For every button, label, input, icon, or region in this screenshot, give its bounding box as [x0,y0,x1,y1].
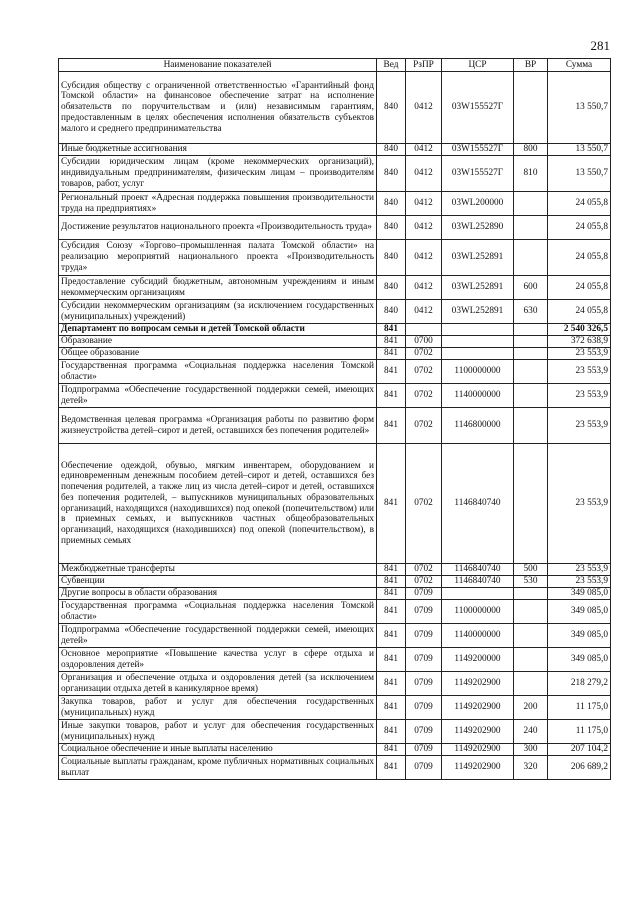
cell-sum: 24 055,8 [548,300,611,324]
cell-rzpr: 0709 [406,672,442,696]
cell-rzpr: 0709 [406,744,442,756]
cell-name: Ведомственная целевая программа «Организация работы по развитию форм жизнеустройства детей–сирот и детей, оставшихся без попечения родителей» [59,408,377,444]
cell-ved: 840 [377,156,406,192]
cell-ved: 841 [377,588,406,600]
cell-name: Закупка товаров, работ и услуг для обеспечения государственных (муниципальных) нужд [59,696,377,720]
cell-vr [514,588,548,600]
cell-vr [514,672,548,696]
cell-csr: 1149202900 [442,672,514,696]
cell-ved: 841 [377,336,406,348]
cell-name: Региональный проект «Адресная поддержка повышения производительности труда на предприятиях» [59,192,377,216]
cell-csr: 03WL252891 [442,300,514,324]
cell-ved: 840 [377,240,406,276]
cell-vr [514,444,548,564]
cell-rzpr: 0702 [406,408,442,444]
cell-vr [514,624,548,648]
cell-vr [514,72,548,144]
cell-rzpr: 0709 [406,648,442,672]
table-body [59,72,611,780]
cell-name: Субсидия Союзу «Торгово–промышленная палата Томской области» на реализацию мероприятий национального проекта «Производительность труда» [59,240,377,276]
cell-rzpr: 0709 [406,624,442,648]
cell-name: Другие вопросы в области образования [59,588,377,600]
header-vr: ВР [514,59,548,72]
cell-vr [514,384,548,408]
cell-csr: 1146840740 [442,564,514,576]
cell-sum: 349 085,0 [548,600,611,624]
cell-rzpr: 0412 [406,192,442,216]
header-csr: ЦСР [442,59,514,72]
cell-csr: 1149202900 [442,744,514,756]
table-row [59,600,611,624]
cell-sum: 23 553,9 [548,564,611,576]
cell-sum: 11 175,0 [548,696,611,720]
cell-sum: 23 553,9 [548,576,611,588]
cell-name: Общее образование [59,348,377,360]
cell-csr: 03WL252891 [442,276,514,300]
table-row [59,336,611,348]
cell-ved: 841 [377,756,406,780]
cell-sum: 13 550,7 [548,144,611,156]
cell-sum: 24 055,8 [548,216,611,240]
cell-ved: 841 [377,744,406,756]
cell-vr: 240 [514,720,548,744]
cell-name: Государственная программа «Социальная поддержка населения Томской области» [59,600,377,624]
cell-sum: 349 085,0 [548,624,611,648]
cell-name: Основное мероприятие «Повышение качества услуг в сфере отдыха и оздоровления детей» [59,648,377,672]
cell-vr: 600 [514,276,548,300]
cell-rzpr: 0709 [406,600,442,624]
table-row [59,144,611,156]
cell-csr [442,324,514,336]
cell-vr [514,192,548,216]
table-row [59,324,611,336]
cell-rzpr: 0709 [406,588,442,600]
cell-ved: 841 [377,408,406,444]
cell-csr [442,336,514,348]
cell-csr: 1149202900 [442,696,514,720]
cell-vr: 300 [514,744,548,756]
cell-vr [514,240,548,276]
cell-name: Государственная программа «Социальная поддержка населения Томской области» [59,360,377,384]
table-header-row [59,59,611,72]
cell-ved: 841 [377,624,406,648]
cell-rzpr [406,324,442,336]
cell-sum: 23 553,9 [548,444,611,564]
cell-rzpr: 0412 [406,216,442,240]
cell-ved: 840 [377,192,406,216]
cell-vr [514,360,548,384]
cell-csr: 1100000000 [442,360,514,384]
cell-name: Межбюджетные трансферты [59,564,377,576]
cell-vr [514,336,548,348]
table-row [59,300,611,324]
cell-ved: 841 [377,348,406,360]
cell-rzpr: 0702 [406,384,442,408]
table-row [59,192,611,216]
cell-sum: 349 085,0 [548,588,611,600]
header-ved: Вед [377,59,406,72]
cell-sum: 24 055,8 [548,240,611,276]
cell-name: Организация и обеспечение отдыха и оздоровления детей (за исключением организации отдыха детей в каникулярное время) [59,672,377,696]
cell-rzpr: 0702 [406,564,442,576]
cell-sum: 23 553,9 [548,360,611,384]
table-row [59,744,611,756]
cell-csr: 1100000000 [442,600,514,624]
cell-ved: 841 [377,360,406,384]
cell-name: Иные бюджетные ассигнования [59,144,377,156]
table-row [59,408,611,444]
cell-csr [442,348,514,360]
cell-sum: 206 689,2 [548,756,611,780]
cell-name: Достижение результатов национального проекта «Производительность труда» [59,216,377,240]
table-row [59,360,611,384]
cell-ved: 841 [377,564,406,576]
cell-ved: 840 [377,276,406,300]
cell-csr: 1146840740 [442,444,514,564]
cell-vr: 630 [514,300,548,324]
cell-ved: 841 [377,696,406,720]
cell-vr [514,408,548,444]
cell-rzpr: 0412 [406,144,442,156]
cell-csr: 1140000000 [442,624,514,648]
cell-vr [514,648,548,672]
header-name: Наименование показателей [59,59,377,72]
cell-ved: 840 [377,300,406,324]
cell-rzpr: 0709 [406,696,442,720]
table-row [59,564,611,576]
cell-csr: 03WL252890 [442,216,514,240]
cell-csr: 1149200000 [442,648,514,672]
cell-sum: 11 175,0 [548,720,611,744]
cell-rzpr: 0702 [406,348,442,360]
cell-sum: 13 550,7 [548,156,611,192]
cell-csr: 03W155527Г [442,144,514,156]
table-row [59,156,611,192]
cell-name: Субсидия обществу с ограниченной ответственностью «Гарантийный фонд Томской области» на финансовое обеспечение затрат на исполнение обязательств по поручительствам и (или) независимым гарантиям, предоставленным в целях обеспечения исполнения обязательств субъектов малого и среднего предпринимательства [59,72,377,144]
table-row [59,756,611,780]
cell-csr: 1146800000 [442,408,514,444]
table-row [59,696,611,720]
cell-name: Подпрограмма «Обеспечение государственной поддержки семей, имеющих детей» [59,384,377,408]
table-row [59,348,611,360]
cell-ved: 841 [377,672,406,696]
cell-ved: 841 [377,324,406,336]
cell-vr [514,216,548,240]
header-rzpr: РзПР [406,59,442,72]
cell-name: Предоставление субсидий бюджетным, автономным учреждениям и иным некоммерческим организациям [59,276,377,300]
cell-sum: 24 055,8 [548,276,611,300]
cell-name: Департамент по вопросам семьи и детей Томской области [59,324,377,336]
cell-name: Социальное обеспечение и иные выплаты населению [59,744,377,756]
cell-csr: 1149202900 [442,720,514,744]
cell-sum: 23 553,9 [548,408,611,444]
cell-ved: 841 [377,648,406,672]
cell-ved: 840 [377,144,406,156]
cell-rzpr: 0709 [406,756,442,780]
cell-ved: 841 [377,720,406,744]
cell-csr: 1149202900 [442,756,514,780]
cell-name: Социальные выплаты гражданам, кроме публичных нормативных социальных выплат [59,756,377,780]
table-row [59,672,611,696]
table-row [59,216,611,240]
cell-rzpr: 0702 [406,444,442,564]
cell-name: Субвенции [59,576,377,588]
cell-sum: 2 540 326,5 [548,324,611,336]
cell-vr: 530 [514,576,548,588]
cell-csr: 03WL200000 [442,192,514,216]
cell-ved: 841 [377,444,406,564]
cell-sum: 207 104,2 [548,744,611,756]
cell-csr [442,588,514,600]
cell-csr: 03W155527Г [442,72,514,144]
cell-sum: 23 553,9 [548,384,611,408]
cell-vr: 810 [514,156,548,192]
cell-rzpr: 0412 [406,156,442,192]
cell-sum: 24 055,8 [548,192,611,216]
cell-rzpr: 0412 [406,240,442,276]
cell-sum: 23 553,9 [548,348,611,360]
budget-table [58,58,611,780]
cell-ved: 841 [377,576,406,588]
table-row [59,576,611,588]
table-row [59,276,611,300]
cell-vr [514,348,548,360]
cell-rzpr: 0702 [406,576,442,588]
cell-ved: 840 [377,216,406,240]
cell-csr: 03W155527Г [442,156,514,192]
cell-csr: 1146840740 [442,576,514,588]
cell-vr: 200 [514,696,548,720]
cell-ved: 840 [377,72,406,144]
cell-name: Образование [59,336,377,348]
table-row [59,588,611,600]
cell-vr [514,324,548,336]
cell-ved: 841 [377,384,406,408]
table-row [59,384,611,408]
cell-rzpr: 0702 [406,360,442,384]
cell-sum: 13 550,7 [548,72,611,144]
table-row [59,444,611,564]
table-row [59,624,611,648]
cell-name: Иные закупки товаров, работ и услуг для обеспечения государственных (муниципальных) нужд [59,720,377,744]
cell-csr: 03WL252891 [442,240,514,276]
cell-vr: 500 [514,564,548,576]
cell-rzpr: 0700 [406,336,442,348]
page-number: 281 [590,38,610,53]
table-row [59,240,611,276]
cell-ved: 841 [377,600,406,624]
cell-vr: 320 [514,756,548,780]
table-row [59,720,611,744]
table-row [59,648,611,672]
cell-vr [514,600,548,624]
cell-rzpr: 0709 [406,720,442,744]
cell-sum: 372 638,9 [548,336,611,348]
cell-csr: 1140000000 [442,384,514,408]
header-sum: Сумма [548,59,611,72]
cell-name: Субсидии юридическим лицам (кроме некоммерческих организаций), индивидуальным предпринимателям, физическим лицам – производителям товаров, работ, услуг [59,156,377,192]
cell-sum: 349 085,0 [548,648,611,672]
cell-rzpr: 0412 [406,276,442,300]
cell-vr: 800 [514,144,548,156]
cell-name: Подпрограмма «Обеспечение государственной поддержки семей, имеющих детей» [59,624,377,648]
cell-rzpr: 0412 [406,300,442,324]
cell-rzpr: 0412 [406,72,442,144]
table-row [59,72,611,144]
cell-name: Субсидии некоммерческим организациям (за исключением государственных (муниципальных) учреждений) [59,300,377,324]
cell-name: Обеспечение одеждой, обувью, мягким инвентарем, оборудованием и единовременным денежным пособием детей–сирот и детей, оставшихся без попечения родителей, а также лиц из числа детей–сирот и детей, оставшихся без попечения родителей, – выпускников муниципальных образовательных организаций, находящихся (находившихся) под опекой (попечительством) или в приемных семьях, и выпускников частных общеобразовательных организаций, находящихся (находившихся) под опекой (попечительством), в приемных семьях [59,444,377,564]
cell-sum: 218 279,2 [548,672,611,696]
